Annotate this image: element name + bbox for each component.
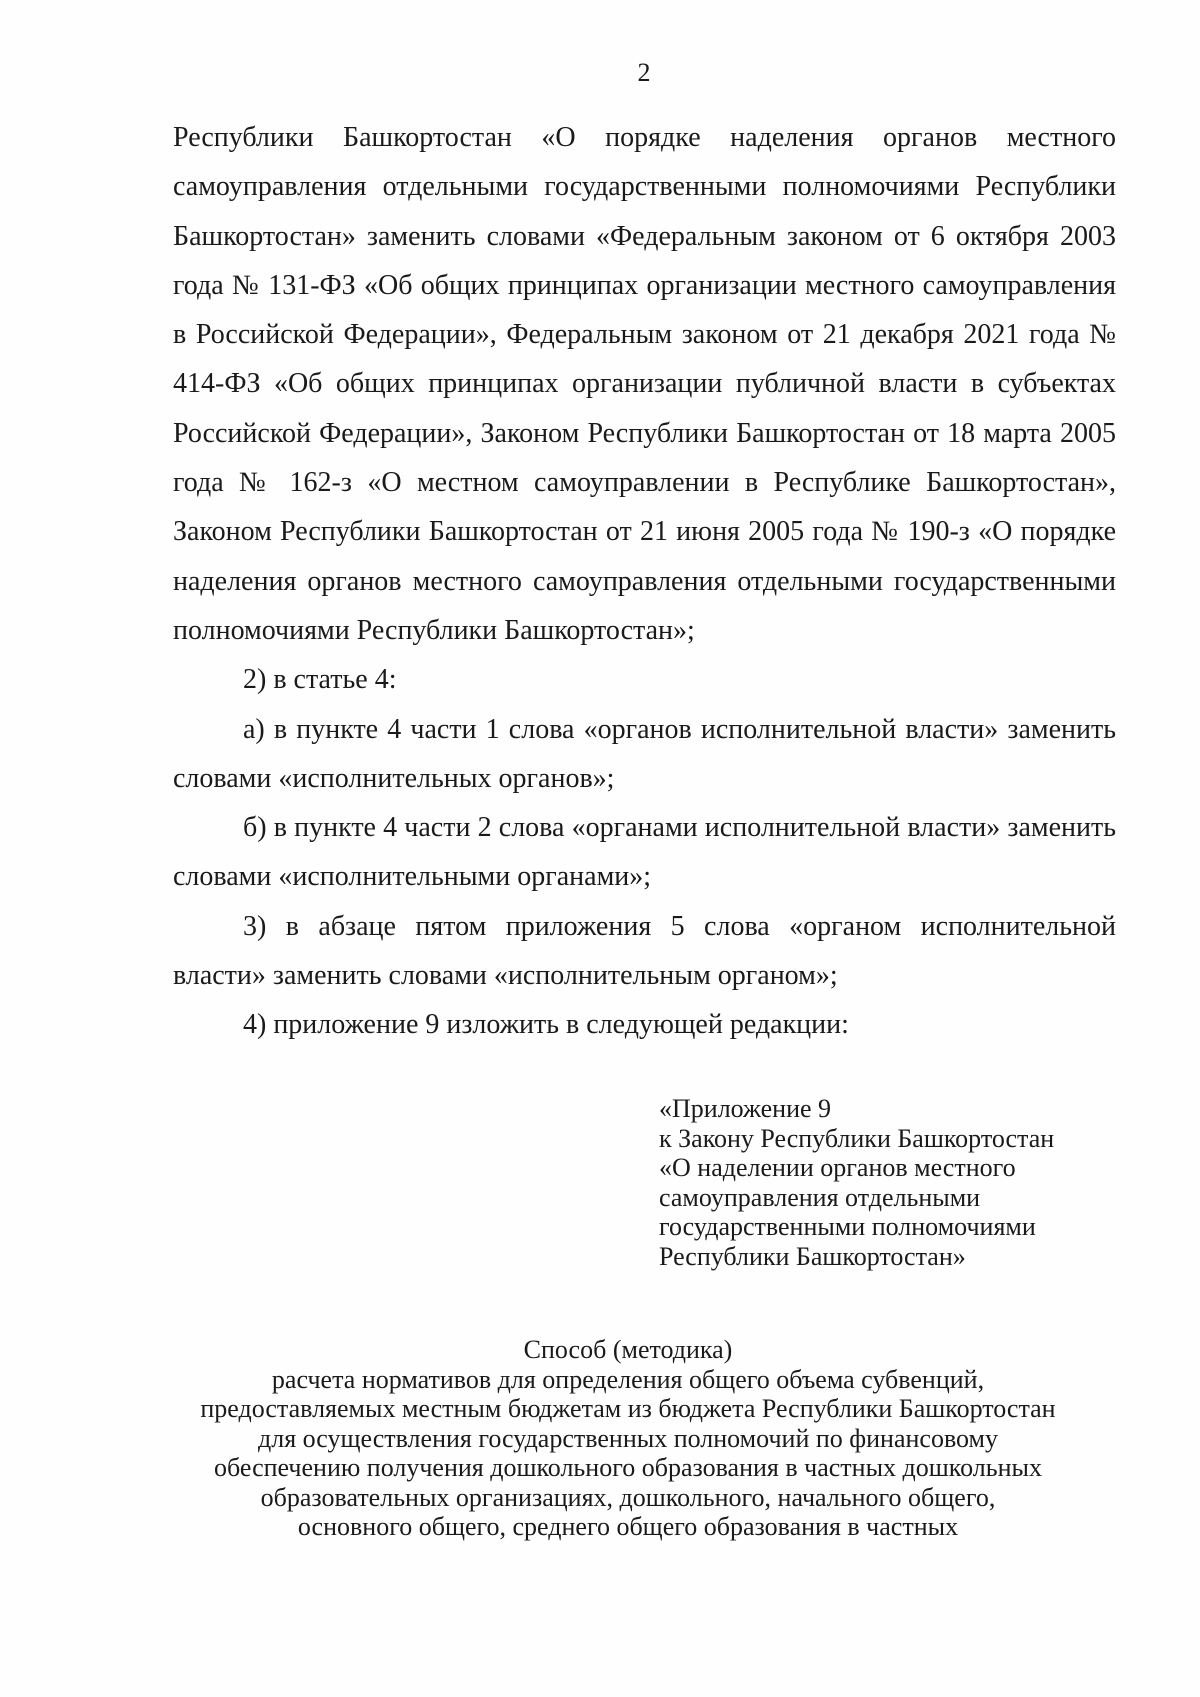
appendix-line: государственными полномочиями [659, 1212, 1036, 1241]
paragraph-item-b: б) в пункте 4 части 2 слова «органами исполнительной власти» заменить словами «исполнительными органами»; [173, 812, 1116, 893]
method-subtitle-line: для осуществления государственных полномочий по финансовому [258, 1423, 998, 1453]
appendix-line: Республики Башкортостан» [659, 1241, 966, 1271]
appendix-line: «О наделении органов местного [659, 1153, 1016, 1182]
method-subtitle-line: обеспечению получения дошкольного образования в частных дошкольных [214, 1453, 1042, 1482]
method-subtitle-line: расчета нормативов для определения общего объема субвенций, [271, 1364, 985, 1394]
paragraph-item-a: а) в пункте 4 части 1 слова «органов исполнительной власти» заменить словами «исполнительных органов»; [173, 713, 1116, 794]
appendix-line: самоуправления отдельными [659, 1182, 981, 1212]
paragraph-item-3: 3) в абзаце пятом приложения 5 слова «органом исполнительной власти» заменить словами «исполнительным органом»; [173, 910, 1116, 992]
paragraph-amendment-references: Республики Башкортостан «О порядке наделения органов местного самоуправления отдельными государственными полномочиями Республики Башкортостан» заменить словами «Федеральным законом от 6 октября 2003 года № 131-ФЗ «Об общих принципах организации местного самоуправления в Российской Федерации», Федеральным законом от 21 декабря 2021 года № 414-ФЗ «Об общих принципах организации публичной власти в субъектах Российской Федерации», Законом Республики Башкортостан от 18 марта 2005 года № 162-з «О местном самоуправлении в Республике Башкортостан», Законом Республики Башкортостан от 21 июня 2005 года № 190-з «О порядке наделения органов местного самоуправления отдельными государственными полномочиями Республики Башкортостан»; [173, 122, 1116, 646]
body-text [173, 113, 1116, 1050]
page-number: 2 [637, 58, 651, 87]
paragraph-article-4: 2) в статье 4: [243, 664, 397, 696]
paragraph-item-4: 4) приложение 9 изложить в следующей редакции: [243, 1009, 849, 1041]
method-subtitle-line: основного общего, среднего общего образования в частных [297, 1512, 959, 1541]
appendix-line: «Приложение 9 [659, 1094, 832, 1123]
method-title-block [150, 1335, 1106, 1542]
appendix-heading [659, 1094, 1119, 1271]
method-subtitle-line: предоставляемых местным бюджетам из бюджета Республики Башкортостан [200, 1394, 1056, 1423]
method-title: Способ (методика) [523, 1335, 733, 1364]
appendix-line: к Закону Республики Башкортостан [659, 1123, 1055, 1153]
method-subtitle-line: образовательных организациях, дошкольного, начального общего, [260, 1482, 996, 1512]
